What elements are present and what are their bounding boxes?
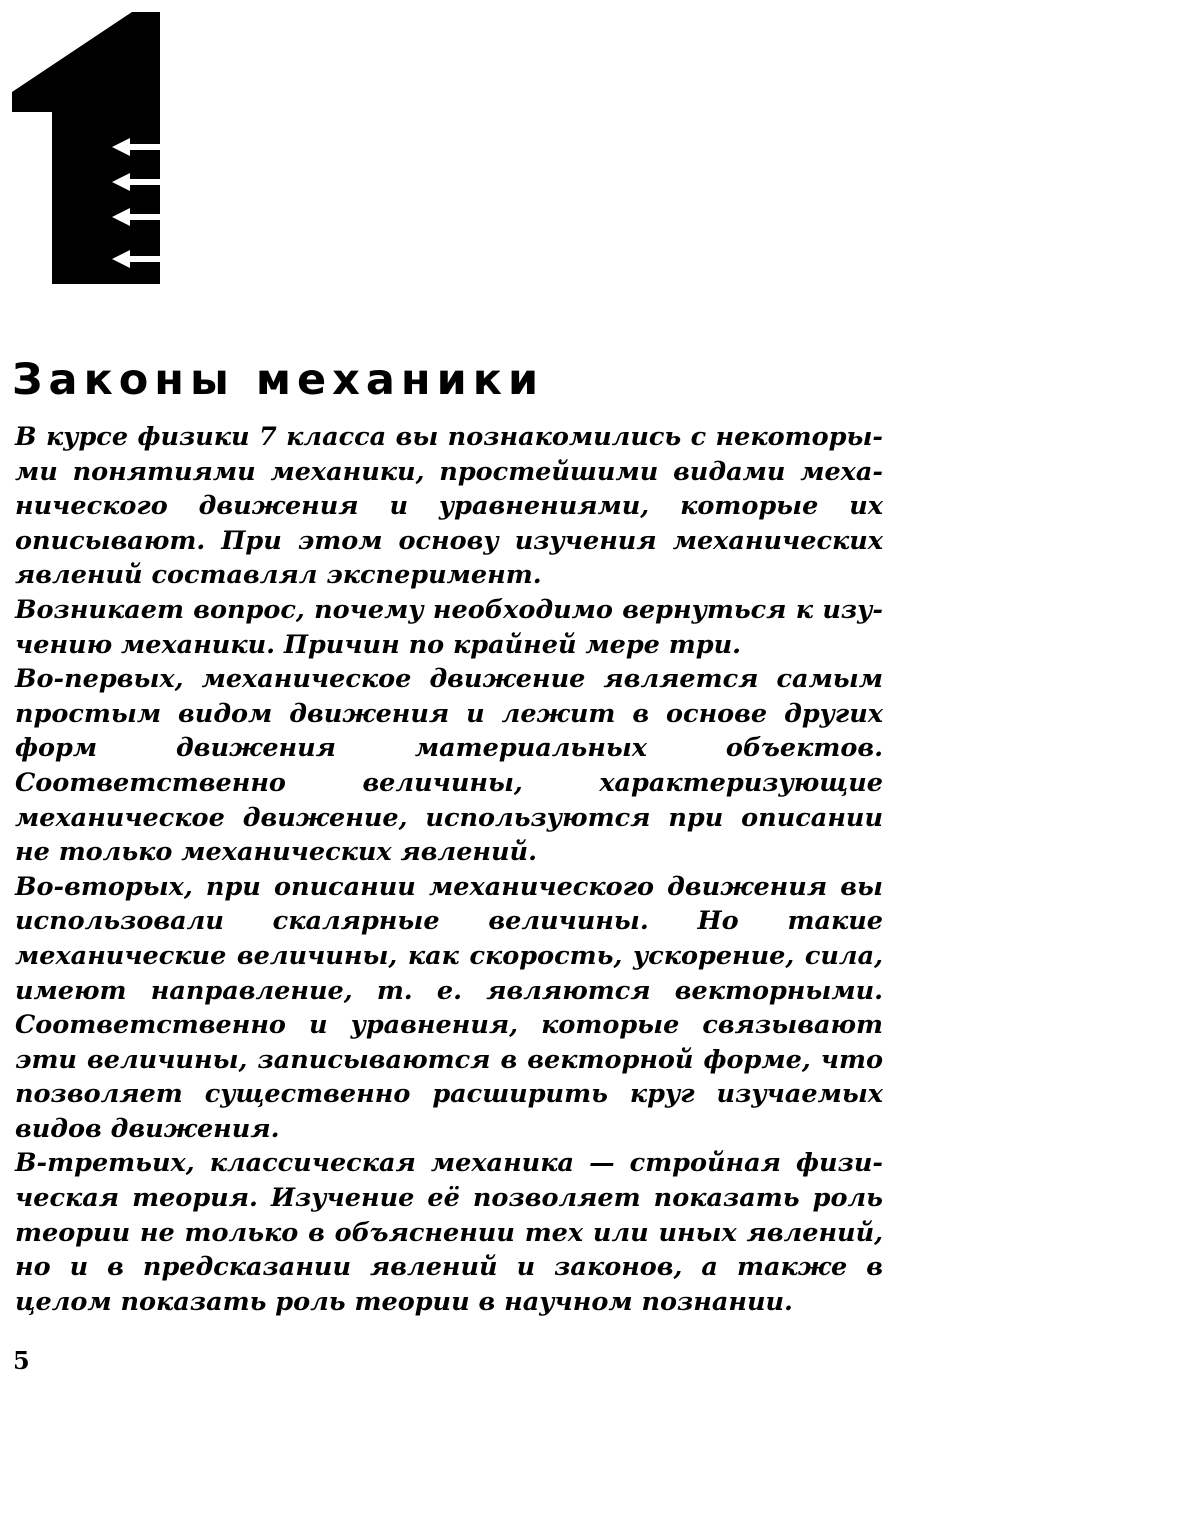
intro-paragraph: Во-первых, механическое движение является самым простым видом движения и лежит в основе других форм движения материальных объектов. Соответственно величины, характеризующие механическое движение, используются при описании не только механических явлений.	[15, 664, 883, 868]
intro-paragraph: В курсе физики 7 класса вы познакомились с некоторыми понятиями механики, простейшими видами механического движения и уравнениями, которые их описывают. При этом основу изучения механических явлений составлял эксперимент.	[15, 422, 883, 591]
page-number: 5	[13, 1346, 30, 1375]
intro-paragraph: Во-вторых, при описании механического движения вы использовали скалярные величины. Но такие механические величины, как скорость, ускорение, сила, имеют направление, т. е. являются векторными. Соответственно и уравнения, которые связывают эти величины, записываются в векторной форме, что позволяет существенно расширить круг изучаемых видов движения.	[15, 871, 883, 1144]
chapter-intro	[15, 420, 883, 1319]
chapter-number-one-icon	[12, 12, 164, 284]
intro-paragraph: В-третьих, классическая механика — стройная физическая теория. Изучение её позволяет показать роль теории не только в объяснении тех или иных явлений, но и в предсказании явлений и законов, а также в целом показать роль теории в научном познании.	[15, 1148, 883, 1317]
intro-paragraph: Возникает вопрос, почему необходимо вернуться к изучению механики. Причин по крайней мере три.	[15, 594, 883, 660]
chapter-title: Законы механики	[12, 355, 545, 405]
